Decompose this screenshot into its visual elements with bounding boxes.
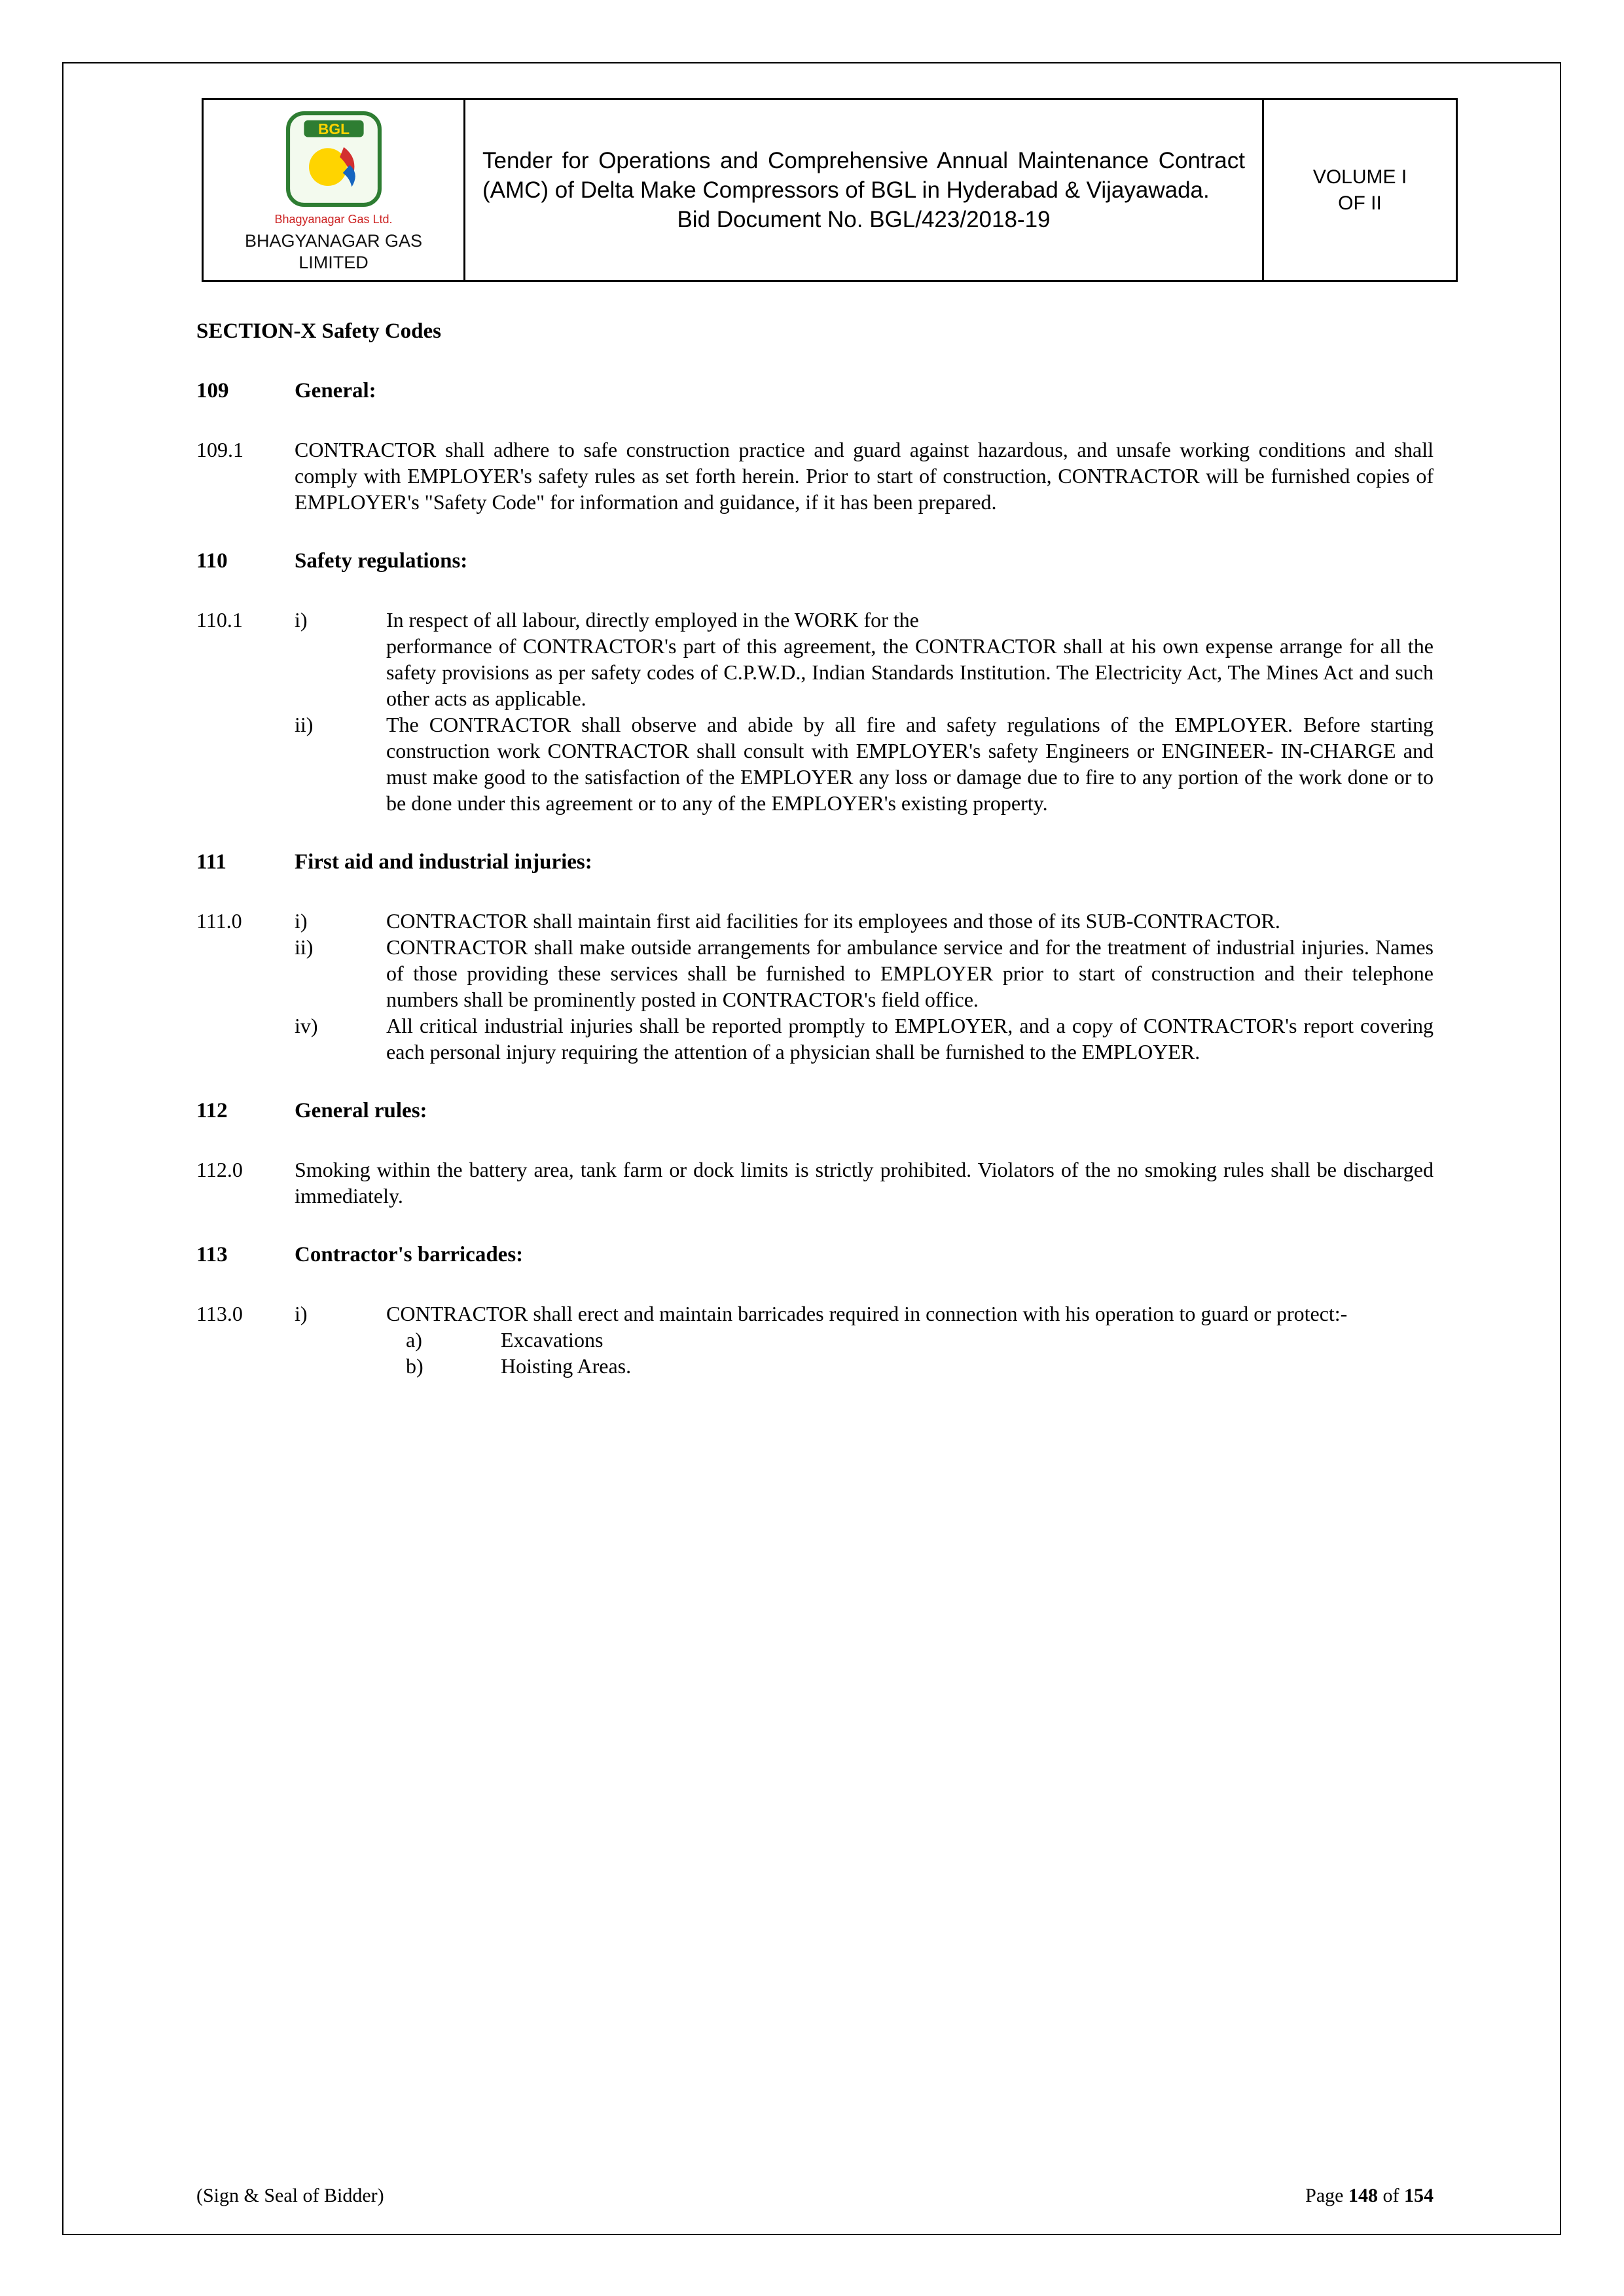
clause-number	[196, 934, 295, 1013]
volume-line-1: VOLUME I	[1312, 166, 1407, 188]
list-marker: ii)	[295, 935, 314, 959]
clause-text-line1: In respect of all labour, directly employed in the WORK for the	[386, 608, 919, 632]
organization-name: BHAGYANAGAR GAS LIMITED	[244, 231, 423, 272]
clause-text: All critical industrial injuries shall be reported promptly to EMPLOYER, and a copy of CONTRACTOR's report covering each personal injury requiring the attention of a physician shall be furnished to the EMPLOYER.	[386, 1014, 1434, 1064]
clause-heading-text: Safety regulations:	[295, 549, 468, 573]
clause-number: 112	[196, 1099, 228, 1122]
clause-111-0-iv	[196, 1013, 1434, 1065]
clause-113-0-a	[196, 1327, 1434, 1353]
clause-110-1-i	[196, 607, 1434, 711]
clause-text: CONTRACTOR shall make outside arrangements for ambulance service and for the treatment of industrial injuries. Names of those providing these services shall be furnished to EMPLOYER prior to start of construction and their telephone numbers shall be prominently posted in CONTRACTOR's field office.	[386, 935, 1434, 1011]
list-marker: iv)	[295, 1014, 318, 1037]
clause-text: CONTRACTOR shall erect and maintain barricades required in connection with his operation to guard or protect:-	[386, 1302, 1348, 1325]
volume-cell	[1263, 99, 1457, 281]
clause-number	[196, 1013, 295, 1065]
page-total: 154	[1404, 2185, 1434, 2206]
clause-number: 113	[196, 1243, 228, 1266]
clause-heading-112	[196, 1098, 1434, 1124]
clause-113-0-b	[196, 1353, 1434, 1379]
sublist-item	[386, 1353, 1434, 1379]
clause-heading-text: General rules:	[295, 1099, 427, 1122]
list-marker: i)	[295, 1302, 308, 1325]
clause-heading-110	[196, 548, 1434, 574]
bid-document-number: Bid Document No. BGL/423/2018-19	[677, 207, 1051, 232]
sublist-text: Excavations	[501, 1328, 604, 1352]
list-marker: i)	[295, 909, 308, 933]
clause-heading-111	[196, 849, 1434, 875]
clause-text: CONTRACTOR shall maintain first aid facilities for its employees and those of its SUB-CONTRACTOR.	[386, 909, 1280, 933]
clause-text: CONTRACTOR shall adhere to safe construction practice and guard against hazardous, and unsafe working conditions and shall comply with EMPLOYER's safety rules as set forth herein. Prior to start of construction, CONTRACTOR will be furnished copies of EMPLOYER's "Safety Code" for information and guidance, if it has been prepared.	[295, 438, 1434, 514]
clause-110-1-ii	[196, 711, 1434, 816]
sublist-text: Hoisting Areas.	[501, 1354, 632, 1378]
page-number	[1305, 2183, 1434, 2208]
header-table	[202, 98, 1458, 282]
clause-number: 112.0	[196, 1158, 243, 1181]
list-marker: ii)	[295, 713, 314, 736]
logo-cell	[203, 99, 465, 281]
sign-seal-note: (Sign & Seal of Bidder)	[196, 2185, 384, 2206]
clause-number: 111.0	[196, 909, 242, 933]
clause-number: 113.0	[196, 1302, 243, 1325]
bgl-logo-icon	[284, 109, 384, 209]
tender-title: Tender for Operations and Comprehensive Annual Maintenance Contract (AMC) of Delta Make Compressors of BGL in Hyderabad & Vijayawada.	[482, 148, 1245, 203]
logo-caption: Bhagyanagar Gas Ltd.	[274, 213, 393, 226]
clause-number	[196, 1353, 295, 1379]
page-current: 148	[1348, 2185, 1378, 2206]
clause-text	[386, 607, 1434, 711]
page-content	[196, 98, 1434, 1379]
clause-111-0-i	[196, 908, 1434, 934]
clause-113-0-i	[196, 1300, 1434, 1327]
list-marker	[295, 1353, 386, 1379]
sublist-item	[386, 1327, 1434, 1353]
clause-heading-109	[196, 378, 1434, 404]
clause-112-0	[196, 1157, 1434, 1209]
volume-line-2: OF II	[1338, 192, 1382, 214]
clause-heading-text: First aid and industrial injuries:	[295, 850, 592, 874]
clause-109-1	[196, 437, 1434, 515]
page-label: Page	[1305, 2185, 1348, 2206]
clause-111-0-ii	[196, 934, 1434, 1013]
clause-text: Smoking within the battery area, tank farm or dock limits is strictly prohibited. Violators of the no smoking rules shall be discharged immediately.	[295, 1158, 1434, 1208]
list-marker	[295, 1327, 386, 1353]
clause-heading-text: General:	[295, 379, 376, 403]
clause-text-rest: performance of CONTRACTOR's part of this agreement, the CONTRACTOR shall at his own expense arrange for all the safety provisions as per safety codes of C.P.W.D., Indian Standards Institution. The Electricity Act, The Mines Act and such other acts as applicable.	[386, 634, 1434, 710]
page-footer	[196, 2183, 1434, 2208]
clause-number	[196, 1327, 295, 1353]
clause-number: 110.1	[196, 608, 243, 632]
clause-number: 111	[196, 850, 226, 874]
of-label: of	[1378, 2185, 1404, 2206]
clause-number: 109.1	[196, 438, 244, 461]
clause-text: The CONTRACTOR shall observe and abide by all fire and safety regulations of the EMPLOYER. Before starting construction work CONTRACTOR shall consult with EMPLOYER's safety Engineers or ENGINEER- IN-CHARGE and must make good to the satisfaction of the EMPLOYER any loss or damage due to fire to any portion of the work done or to be done under this agreement or to any of the EMPLOYER's existing property.	[386, 713, 1434, 815]
list-marker: i)	[295, 608, 308, 632]
clause-heading-text: Contractor's barricades:	[295, 1243, 524, 1266]
clause-number: 109	[196, 379, 229, 403]
sublist-marker: b)	[406, 1354, 424, 1378]
sublist-marker: a)	[406, 1328, 422, 1352]
clause-number: 110	[196, 549, 228, 573]
svg-text:BGL: BGL	[317, 120, 350, 137]
tender-title-cell	[465, 99, 1263, 281]
clause-heading-113	[196, 1242, 1434, 1268]
section-title: SECTION-X Safety Codes	[196, 319, 442, 343]
clause-number	[196, 711, 295, 816]
